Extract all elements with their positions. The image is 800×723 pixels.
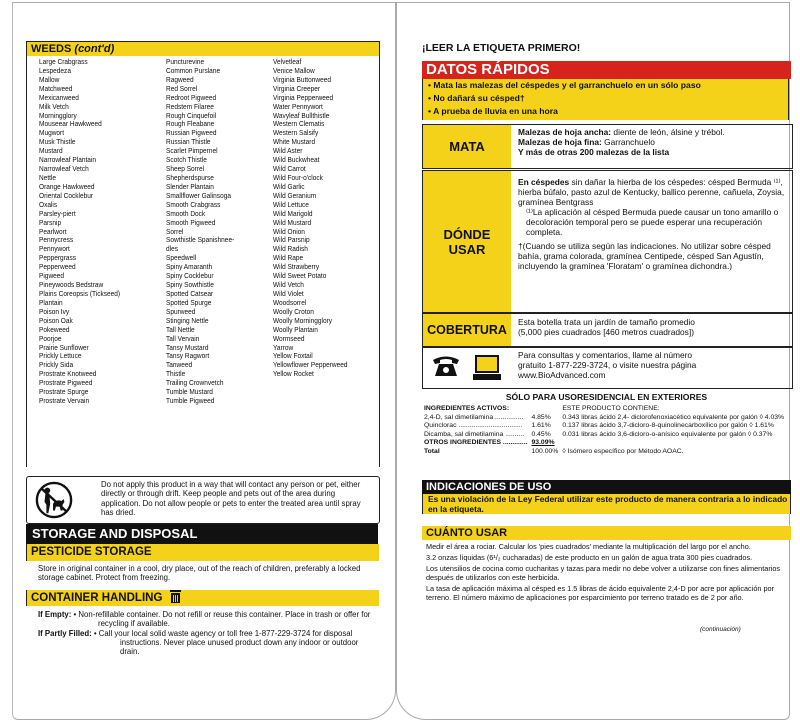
weed-item: Wavyleaf Bullthistle <box>273 110 330 120</box>
weed-item: Matchweed <box>39 83 73 93</box>
weed-item: Large Crabgrass <box>39 57 88 66</box>
weed-item: Tansy Ragwort <box>166 351 210 361</box>
ingredient-desc: 0.031 libras ácido 3,6-dicloro-o-anísico equivalente por galón ◊ 0.37% <box>562 430 773 438</box>
weed-item: Sowthistle Spanishnee- <box>166 235 235 245</box>
ingredient-desc: 0.137 libras ácido 3,7-dicloro-8-quinolinecarboxílico por galón ◊ 1.61% <box>562 422 774 429</box>
weed-item: Plantain <box>39 297 63 307</box>
weed-item: Mouseear Hawkweed <box>39 119 102 129</box>
weed-item: Wormseed <box>273 333 305 343</box>
other-ingredients-pct: 93.09% <box>531 439 555 446</box>
weed-item: Spotted Spurge <box>166 297 212 307</box>
weed-item: Sorrel <box>166 226 184 236</box>
donde-usar-row <box>422 170 793 313</box>
weeds-title-suffix: (cont'd) <box>74 43 115 55</box>
weed-item: Oxalis <box>39 199 58 209</box>
weed-item: Morningglory <box>39 110 77 120</box>
container-handling-heading <box>26 590 379 606</box>
weed-item: Spurweed <box>166 306 196 316</box>
ingredient-pct: 0.45% <box>531 430 551 438</box>
weeds-column-1 <box>39 58 120 406</box>
weed-item: Puncturevine <box>166 57 205 66</box>
weed-item: Yellowflower Pepperweed <box>273 360 348 370</box>
ingredient-name: Dicamba, sal dimetilamina .......... <box>424 430 525 438</box>
weed-item: Redstem Filaree <box>166 101 214 111</box>
weed-item: Lespedeza <box>39 65 71 75</box>
mata-label: MATA <box>423 125 511 168</box>
residential-use-only: SÓLO PARA USORESIDENCIAL EN EXTERIORES <box>505 392 708 402</box>
weed-item: Musk Thistle <box>39 137 76 147</box>
weed-item: Mugwort <box>39 128 65 138</box>
weed-item: Prairie Sunflower <box>39 342 89 352</box>
no-people-pets-icon <box>35 481 73 519</box>
if-partly-text: • Call your local solid waste agency or toll free 1-877-229-3724 for disposal instructions. Never place unused product down any indoor or outdoor drain. <box>93 628 359 657</box>
ingredient-pct: 1.61% <box>531 422 551 429</box>
weed-item: Pearlwort <box>39 226 67 236</box>
weed-item: Redroot Pigweed <box>166 92 217 102</box>
weed-item: Virginia Creeper <box>273 83 321 93</box>
continuation-note: (continuación) <box>700 626 741 633</box>
quick-facts-bullets <box>422 79 789 120</box>
total-label: Total <box>424 447 440 455</box>
weed-item: Wild Rape <box>273 253 304 263</box>
broadleaf-text: diente de león, álsine y trébol. <box>611 127 725 137</box>
weed-item: Tumble Mustard <box>166 387 213 397</box>
trash-can-icon <box>170 590 181 603</box>
product-contains-title: ESTE PRODUCTO CONTIENE: <box>562 405 660 412</box>
weed-item: Yarrow <box>273 342 294 352</box>
cobertura-label: COBERTURA <box>423 314 511 346</box>
pet-warning-box <box>26 476 380 524</box>
weed-item: Wild Vetch <box>273 280 304 290</box>
weed-item: Oriental Cocklebur <box>39 190 94 200</box>
weed-item: Peppergrass <box>39 253 77 263</box>
more-weeds-text: Y más de otras 200 malezas de la lista <box>518 147 670 157</box>
bullet-item: • Mata las malezas del céspedes y el garranchuelo en un sólo paso <box>428 80 701 90</box>
weed-item: Wild Radish <box>273 244 308 254</box>
if-empty-text: • Non-refillable container. Do not refill or reuse this container. Place in trash or offer for recycling if available. <box>73 610 371 629</box>
weed-item: Wild Garlic <box>273 181 305 191</box>
weed-item: Water Pennywort <box>273 101 323 111</box>
weed-item: Woolly Plantain <box>273 324 318 334</box>
weed-item: Russian Thistle <box>166 137 211 147</box>
weed-item: Sheep Sorrel <box>166 164 205 174</box>
quick-facts-heading: DATOS RÁPIDOS <box>422 61 791 79</box>
other-ingredients-label: OTROS INGREDIENTES ............. <box>424 439 528 446</box>
weed-item: Mallow <box>39 74 60 84</box>
lawns-label: En céspedes <box>518 177 570 187</box>
container-handling-title: CONTAINER HANDLING <box>31 592 163 604</box>
contact-icons <box>423 348 511 388</box>
weed-item: Prickly Sida <box>39 360 74 370</box>
weed-item: Yellow Rocket <box>273 369 314 379</box>
bullet-item: • A prueba de lluvia en una hora <box>428 106 558 116</box>
how-much-text <box>422 543 791 604</box>
weed-item: Spiny Cocklebur <box>166 271 214 281</box>
weed-item: Slender Plantain <box>166 181 214 191</box>
weed-item: Wild Marigold <box>273 208 313 218</box>
weed-item: Wild Onion <box>273 226 305 236</box>
weeds-list <box>26 55 380 467</box>
storage-disposal-heading: STORAGE AND DISPOSAL <box>26 524 378 544</box>
measure-area-text: Medir el área a rociar. Calcular los 'pies cuadrados' mediante la multiplicación del largo por el ancho. <box>426 542 751 551</box>
if-partly-filled-instructions <box>38 629 372 657</box>
isomer-note: ◊ Isómero específico por Método AOAC. <box>562 447 684 455</box>
weed-item: Wild Mustard <box>273 217 312 227</box>
weed-item: Western Clematis <box>273 119 325 129</box>
weeds-title: WEEDS <box>31 43 72 55</box>
ingredient-row <box>422 414 786 423</box>
weed-item: Prostrate Spurge <box>39 387 89 397</box>
weed-item: Wild Carrot <box>273 164 306 174</box>
weed-item: Nettle <box>39 172 57 182</box>
weed-item: Woolly Croton <box>273 306 314 316</box>
weed-item: Pineywoods Bedstraw <box>39 280 104 290</box>
weed-item: Common Purslane <box>166 65 221 75</box>
weed-item: Stinging Nettle <box>166 315 209 325</box>
grassy-text: Garranchuelo <box>601 137 655 147</box>
how-much-heading: CUÁNTO USAR <box>422 526 791 540</box>
weed-item: Smooth Pigweed <box>166 217 216 227</box>
total-pct: 100.00% <box>531 447 559 455</box>
weed-item: Wild Lettuce <box>273 199 309 209</box>
ingredient-row <box>422 422 786 431</box>
weed-item: Scarlet Pimpernel <box>166 146 218 156</box>
donde-usar-text <box>518 177 789 271</box>
if-empty-instructions <box>38 610 372 629</box>
active-ingredients-title: INGREDIENTES ACTIVOS: <box>424 405 510 412</box>
ingredient-name: Quinclorac .................................. <box>424 422 523 429</box>
weed-item: Wild Strawberry <box>273 262 320 272</box>
weed-item: Orange Hawkweed <box>39 181 95 191</box>
weed-item: Wild Four-o'clock <box>273 172 323 182</box>
rate-text: 3.2 onzas líquidas (6¹/₂ cucharadas) de este producto en un galón de agua trata 300 pies cuadrados. <box>426 552 753 562</box>
weed-item: Wild Geranium <box>273 190 317 200</box>
consultas-text: Para consultas y comentarios, llame al número gratuito 1-877-229-3724, o visite nuestra página www.BioAdvanced.com <box>518 350 697 380</box>
weed-item: Mustard <box>39 146 63 156</box>
weed-item: Tumble Pigweed <box>166 396 215 406</box>
weed-item: Smallflower Galinsoga <box>166 190 231 200</box>
broadleaf-label: Malezas de hoja ancha: <box>518 127 612 137</box>
weed-item: Spiny Amaranth <box>166 262 213 272</box>
weed-item: Virginia Buttonweed <box>273 74 331 84</box>
weed-item: Western Salsify <box>273 128 319 138</box>
weed-item: Virginia Pepperweed <box>273 92 334 102</box>
if-empty-label: If Empty: <box>38 610 72 619</box>
weed-item: Prostrate Knotweed <box>39 369 97 379</box>
dagger-note: †(Cuando se utiliza según las indicaciones. No utilizar sobre césped bahía, grama colorada, gramínea Centipede, césped San Agustín, incluyendo la gramínea 'Floratam' o gramínea dichondra.) <box>518 241 771 271</box>
weed-item: Russian Pigweed <box>166 128 217 138</box>
pesticide-storage-heading: PESTICIDE STORAGE <box>26 544 379 561</box>
weed-item: Wild Sweet Potato <box>273 271 327 281</box>
weed-item: Plains Coreopsis (Tickseed) <box>39 288 121 298</box>
weed-item: Spiny Sowthistle <box>166 280 214 290</box>
weed-item: Ragweed <box>166 74 194 84</box>
weed-item: Smooth Crabgrass <box>166 199 221 209</box>
lawn-types-text: sin dañar la hierba de los céspedes: césped Bermuda ⁽¹⁾, hierba búfalo, pasto azul de Kentucky, ballico perenne, cañuela, Zoysia, gramínea Bentgrass <box>518 177 785 207</box>
weed-item: Prostrate Pigweed <box>39 378 93 388</box>
mata-text <box>518 127 789 157</box>
pet-warning-text: Do not apply this product in a way that will contact any person or pet, either directly or through drift. Keep people and pets out of the area during application. Do not allow people or pets to enter the treated area until spray has dried. <box>101 480 361 518</box>
computer-icon <box>473 355 501 381</box>
weed-item: Wild Parsnip <box>273 235 310 245</box>
weed-item: dles <box>166 244 178 254</box>
grassy-label: Malezas de hoja fina: <box>518 137 602 147</box>
weed-item: Parsley-piert <box>39 208 76 218</box>
if-partly-label: If Partly Filled: <box>38 628 92 638</box>
weed-item: Tanweed <box>166 360 193 370</box>
weed-item: Parsnip <box>39 217 62 227</box>
pesticide-storage-text: Store in original container in a cool, dry place, out of the reach of children, preferably a locked storage cabinet. Protect from freezing. <box>38 564 361 583</box>
weed-item: Narrowleaf Vetch <box>39 164 89 174</box>
weed-item: Pigweed <box>39 271 65 281</box>
ingredients-block <box>422 405 791 456</box>
weed-item: Venice Mallow <box>273 65 315 75</box>
weed-item: Pepperweed <box>39 262 76 272</box>
weeds-heading <box>26 41 380 56</box>
weed-item: Prostrate Vervain <box>39 396 90 406</box>
weed-item: Poison Oak <box>39 315 73 325</box>
cobertura-text: Esta botella trata un jardín de tamaño promedio (5,000 pies cuadrados [460 metros cuadrados]) <box>518 317 695 337</box>
weed-item: Milk Vetch <box>39 101 69 111</box>
weed-item: Rough Cinquefoil <box>166 110 217 120</box>
weed-item: Velvetleaf <box>273 57 302 66</box>
weed-item: Yellow Foxtail <box>273 351 313 361</box>
bermuda-note: ⁽¹⁾La aplicación al césped Bermuda puede causar un tono amarillo o decoloración temporal pero se puede esperar una recuperación completa. <box>526 207 779 237</box>
donde-usar-label: DÓNDE USAR <box>423 171 511 312</box>
weed-item: Trailing Crownvetch <box>166 378 224 388</box>
weed-item: Pennycress <box>39 235 74 245</box>
weed-item: Thistle <box>166 369 186 379</box>
weed-item: White Mustard <box>273 137 316 147</box>
weed-item: Tansy Mustard <box>166 342 209 352</box>
directions-heading: INDICACIONES DE USO <box>422 480 791 494</box>
ingredient-rows <box>422 414 786 440</box>
ingredient-name: 2,4-D, sal dimetilamina ............... <box>424 413 524 421</box>
max-rate-text: La tasa de aplicación máxima al césped es 1.5 libras de ácido equivalente 2,4-D por acre por aplicación por terreno. El número máximo de aplicaciones por esparcimiento por terreno tratado es de 2 por año. <box>426 583 775 602</box>
container-handling-text <box>38 610 372 656</box>
read-label-first: ¡LEER LA ETIQUETA PRIMERO! <box>422 42 581 54</box>
bullet-item: • No dañará su césped† <box>428 93 525 103</box>
weed-item: Woodsorrel <box>273 297 307 307</box>
weed-item: Tall Vervain <box>166 333 200 343</box>
weed-item: Wild Aster <box>273 146 303 156</box>
ingredient-row <box>422 431 786 440</box>
weed-item: Pokeweed <box>39 324 70 334</box>
federal-law-text: Es una violación de la Ley Federal utilizar este producto de manera contraria a lo indicado en la etiqueta. <box>422 494 791 514</box>
ingredients-table <box>422 405 786 456</box>
weed-item: Wild Buckwheat <box>273 155 320 165</box>
weed-item: Mexicanweed <box>39 92 79 102</box>
weed-item: Tall Nettle <box>166 324 195 334</box>
cobertura-row <box>422 313 793 347</box>
weed-item: Woolly Morningglory <box>273 315 333 325</box>
weed-item: Spotted Catsear <box>166 288 214 298</box>
utensils-text: Los utensilios de cocina como cucharitas y tazas para medir no debe volver a utilizarse con fines alimentarios después de utilizarlos con este herbicida. <box>426 563 781 582</box>
mata-row <box>422 124 793 169</box>
weed-item: Scotch Thistle <box>166 155 207 165</box>
weed-item: Red Sorrel <box>166 83 198 93</box>
weeds-column-2 <box>166 58 234 406</box>
ingredient-pct: 4.85% <box>531 413 551 421</box>
weeds-column-3 <box>273 58 348 379</box>
weed-item: Shepherdspurse <box>166 172 214 182</box>
weed-item: Pennywort <box>39 244 70 254</box>
consultas-row <box>422 347 793 389</box>
weed-item: Rough Fleabane <box>166 119 215 129</box>
weed-item: Smooth Dock <box>166 208 206 218</box>
ingredient-desc: 0.343 libras ácido 2,4- diclorofenoxiacético equivalente por galón ◊ 4.03% <box>562 413 785 421</box>
weed-item: Narrowleaf Plantain <box>39 155 97 165</box>
weed-item: Speedwell <box>166 253 197 263</box>
telephone-icon <box>431 354 461 378</box>
weed-item: Prickly Lettuce <box>39 351 82 361</box>
weed-item: Wild Violet <box>273 288 304 298</box>
weed-item: Poison Ivy <box>39 306 70 316</box>
weed-item: Poorjoe <box>39 333 62 343</box>
